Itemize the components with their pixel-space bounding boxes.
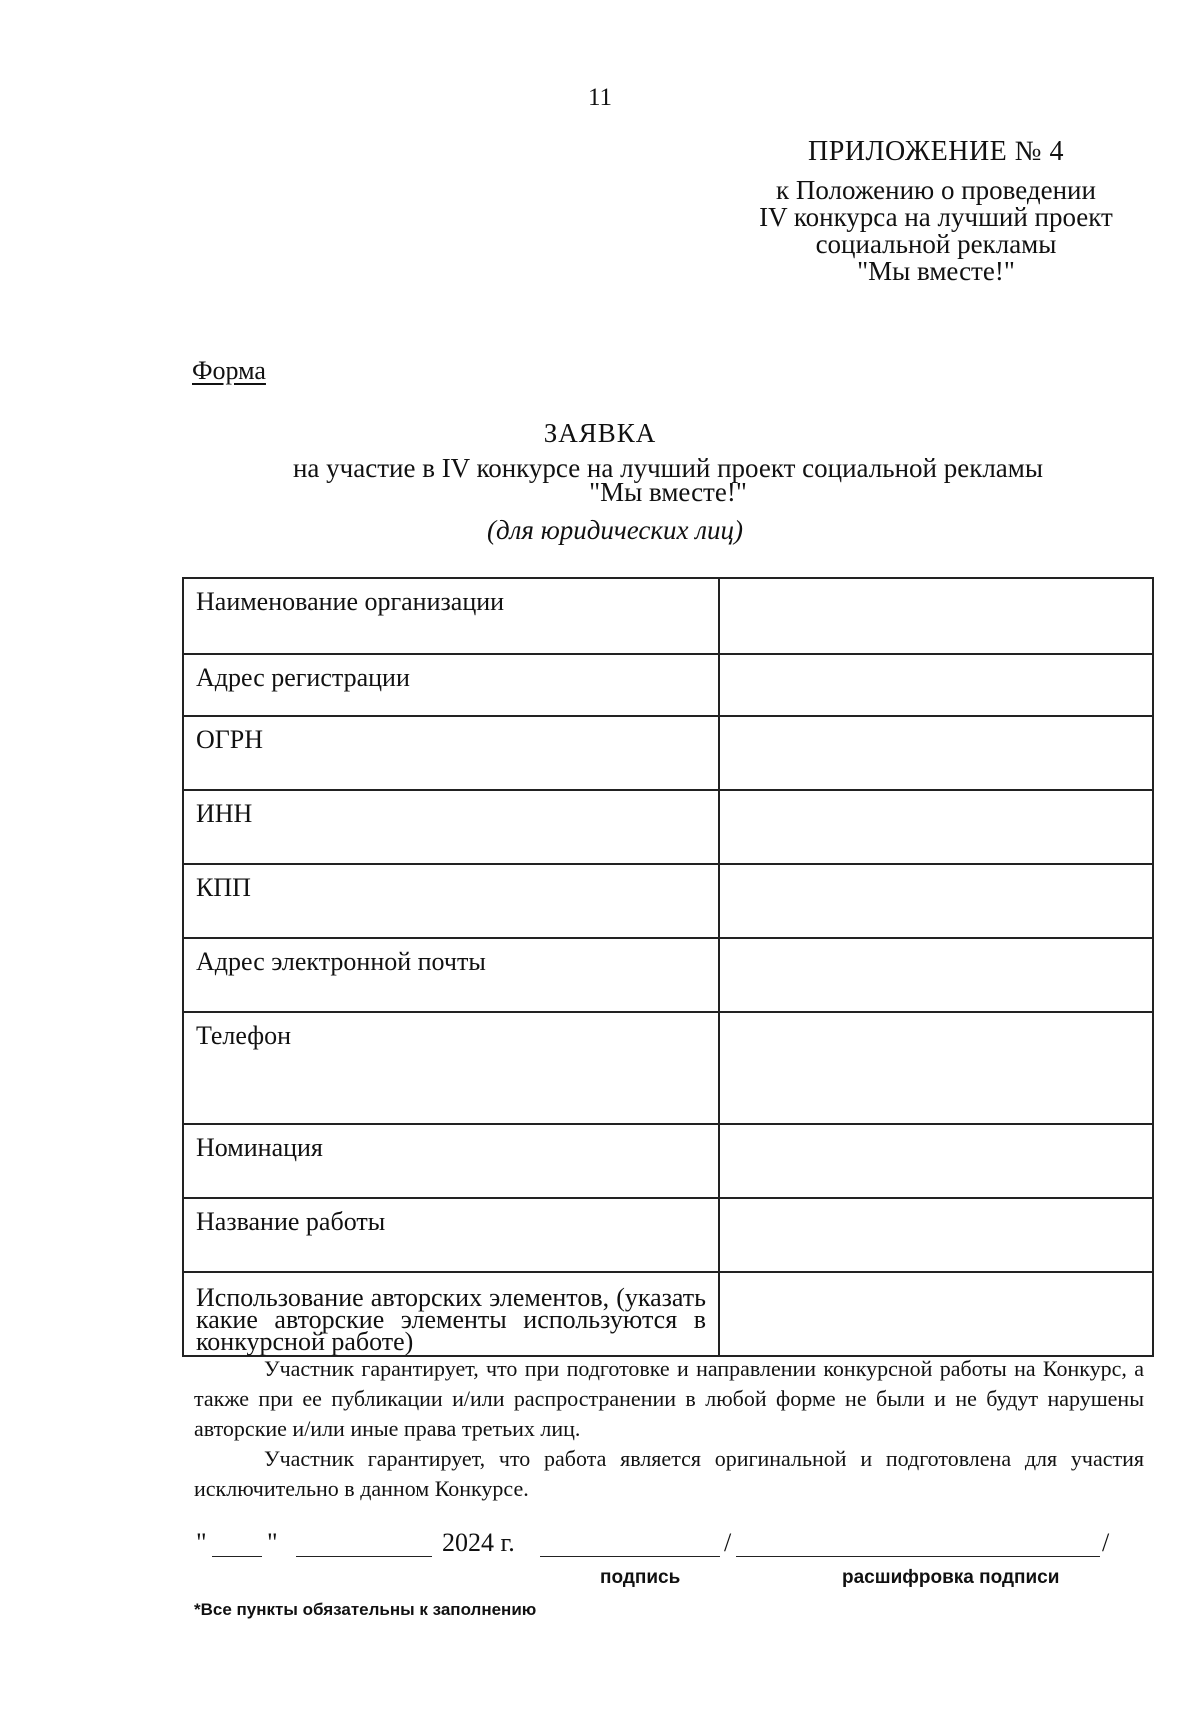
application-subtitle-line: "Мы вместе!"	[589, 477, 747, 507]
field-label: Наименование организации	[183, 578, 719, 654]
field-label: ИНН	[183, 790, 719, 864]
field-label: Телефон	[183, 1012, 719, 1124]
slash-left: /	[724, 1528, 732, 1557]
field-label: Адрес регистрации	[183, 654, 719, 716]
field-value-cell[interactable]	[719, 1198, 1153, 1272]
field-value-cell[interactable]	[719, 1012, 1153, 1124]
day-field[interactable]	[212, 1556, 262, 1557]
field-value-cell[interactable]	[719, 578, 1153, 654]
table-row	[183, 790, 1153, 864]
table-row	[183, 716, 1153, 790]
table-row	[183, 578, 1153, 654]
form-label: Форма	[192, 356, 266, 385]
application-title: ЗАЯВКА	[543, 418, 657, 448]
year-label: 2024 г.	[442, 1528, 515, 1557]
field-value-cell[interactable]	[719, 864, 1153, 938]
table-row	[183, 938, 1153, 1012]
table-row	[183, 1272, 1153, 1356]
footnote: *Все пункты обязательны к заполнению	[194, 1600, 537, 1619]
field-label: Адрес электронной почты	[183, 938, 719, 1012]
table-row	[183, 1012, 1153, 1124]
field-value-cell[interactable]	[719, 716, 1153, 790]
month-field[interactable]	[296, 1556, 432, 1557]
guarantee-text: Участник гарантирует, что при подготовке и направлении конкурсной работы на Конкурс, а также при ее публикации и/или распространении в любой форме не были и не будут нарушены авторские и/или иные права третьих лиц.	[194, 1356, 1144, 1441]
field-value-cell[interactable]	[719, 938, 1153, 1012]
appendix-line: социальной рекламы	[815, 229, 1057, 259]
field-value-cell[interactable]	[719, 790, 1153, 864]
signature-decode-caption: расшифровка подписи	[842, 1567, 1060, 1588]
field-value-cell[interactable]	[719, 654, 1153, 716]
signature-decode-field[interactable]	[736, 1556, 1100, 1557]
table-row	[183, 864, 1153, 938]
application-subtitle-line: на участие в IV конкурсе на лучший проект социальной рекламы	[292, 453, 1043, 483]
page-number: 11	[587, 84, 613, 111]
field-value-cell[interactable]	[719, 1124, 1153, 1198]
date-quote-open: "	[196, 1528, 207, 1557]
appendix-line: "Мы вместе!"	[857, 256, 1015, 286]
application-table	[182, 577, 1154, 1357]
table-row	[183, 1198, 1153, 1272]
appendix-line: к Положению о проведении	[776, 175, 1096, 205]
date-quote-close: "	[267, 1528, 278, 1557]
field-label: Название работы	[183, 1198, 719, 1272]
application-subtitle	[268, 453, 1068, 507]
signature-field[interactable]	[540, 1556, 720, 1557]
slash-right: /	[1102, 1528, 1110, 1557]
table-row	[183, 1124, 1153, 1198]
signature-caption: подпись	[600, 1567, 681, 1588]
application-note: (для юридических лиц)	[486, 515, 744, 545]
appendix-header	[732, 138, 1140, 285]
appendix-title: ПРИЛОЖЕНИЕ № 4	[808, 136, 1064, 167]
guarantee-text: Участник гарантирует, что работа является оригинальной и подготовлена для участия исключительно в данном Конкурсе.	[194, 1446, 1144, 1501]
table-row	[183, 654, 1153, 716]
guarantee-paragraph	[194, 1354, 1144, 1444]
field-value-cell[interactable]	[719, 1272, 1153, 1356]
field-label: ОГРН	[183, 716, 719, 790]
appendix-line: IV конкурса на лучший проект	[759, 202, 1113, 232]
guarantee-paragraph	[194, 1444, 1144, 1504]
field-label: Использование авторских элементов, (указать какие авторские элементы используются в конкурсной работе)	[183, 1272, 719, 1356]
field-label: Номинация	[183, 1124, 719, 1198]
field-label: КПП	[183, 864, 719, 938]
